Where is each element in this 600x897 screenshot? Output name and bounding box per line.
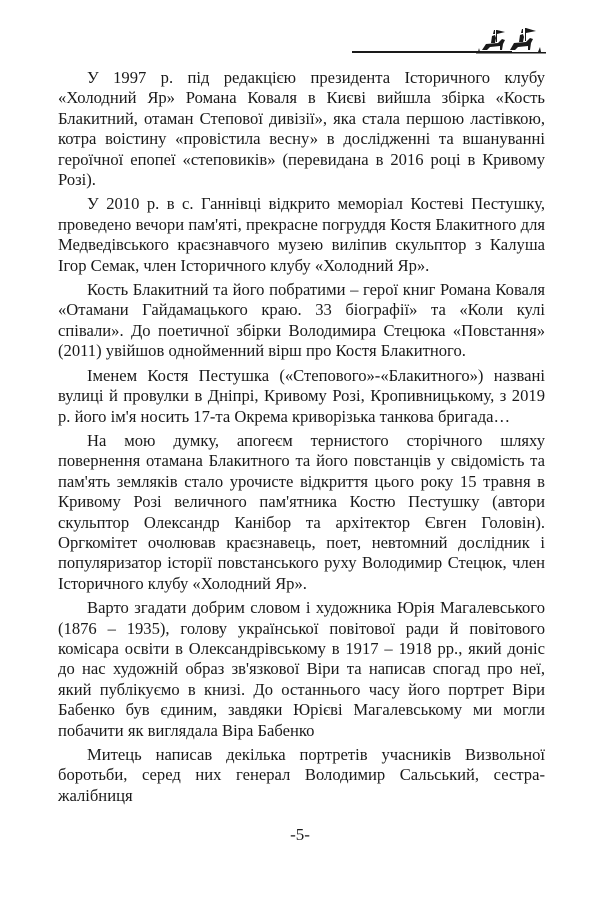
paragraph-1: У 1997 р. під редакцією президента Історичного клубу «Холодний Яр» Романа Коваля в Києві вийшла збірка «Кость Блакитний, отаман Степової дивізії», яка стала першою ластівкою, котра воістину «провістила весну» в дослідженні та вшануванні героїчної епопеї «степовиків» (перевидана в 2016 році в Кривому Розі). [58,68,545,190]
body-text [58,68,545,810]
paragraph-6: Варто згадати добрим словом і художника Юрія Магалевського (1876 – 1935), голову української повітової ради й повітового комісара освіти в Олександрівському в 1917 – 1918 рр., який доніс до нас художній образ зв'язкової Віри та написав спогад про неї, який публікуємо в книзі. До останнього часу його портрет Віри Бабенко був єдиним, завдяки Юрієві Магалевському ми могли побачити як виглядала Віра Бабенко [58,598,545,740]
paragraph-3: Кость Блакитний та його побратими – герої книг Романа Коваля «Отамани Гайдамацького краю. 33 біографії» та «Коли кулі співали». До поетичної збірки Володимира Стецюка «Повстання» (2011) увійшов однойменний вірш про Костя Блакитного. [58,280,545,361]
page-number: -5- [290,825,310,844]
cossack-horsemen-icon [476,28,546,58]
paragraph-5: На мою думку, апогеєм тернистого сторічного шляху повернення отамана Блакитного та його повстанців у свідомість та пам'ять земляків стало урочисте відкриття цього року 15 травня в Кривому Розі величного пам'ятника Костю Пестушку (автори скульптор Олександр Канібор та архітектор Євген Головін). Оргкомітет очолював краєзнавець, поет, невтомний дослідник і популяризатор історії повстанського руху Володимир Стецюк, член Історичного клубу «Холодний Яр». [58,430,545,593]
paragraph-7: Митець написав декілька портретів учасників Визвольної боротьби, серед них генерал Володимир Сальський, сестра-жалібниця [58,745,545,805]
paragraph-2: У 2010 р. в с. Ганнівці відкрито меморіал Костеві Пестушку, проведено вечори пам'яті, прекрасне погруддя Костя Блакитного для Медведівського краєзнавчого музею виліпив скульптор з Калуша Ігор Семак, член Історичного клубу «Холодний Яр». [58,194,545,275]
paragraph-4: Іменем Костя Пестушка («Степового»-«Блакитного») названі вулиці й провулки в Дніпрі, Кривому Розі, Кропивницькому, з 2019 р. його ім'я носить 17-та Окрема криворізька танкова бригада… [58,365,545,426]
